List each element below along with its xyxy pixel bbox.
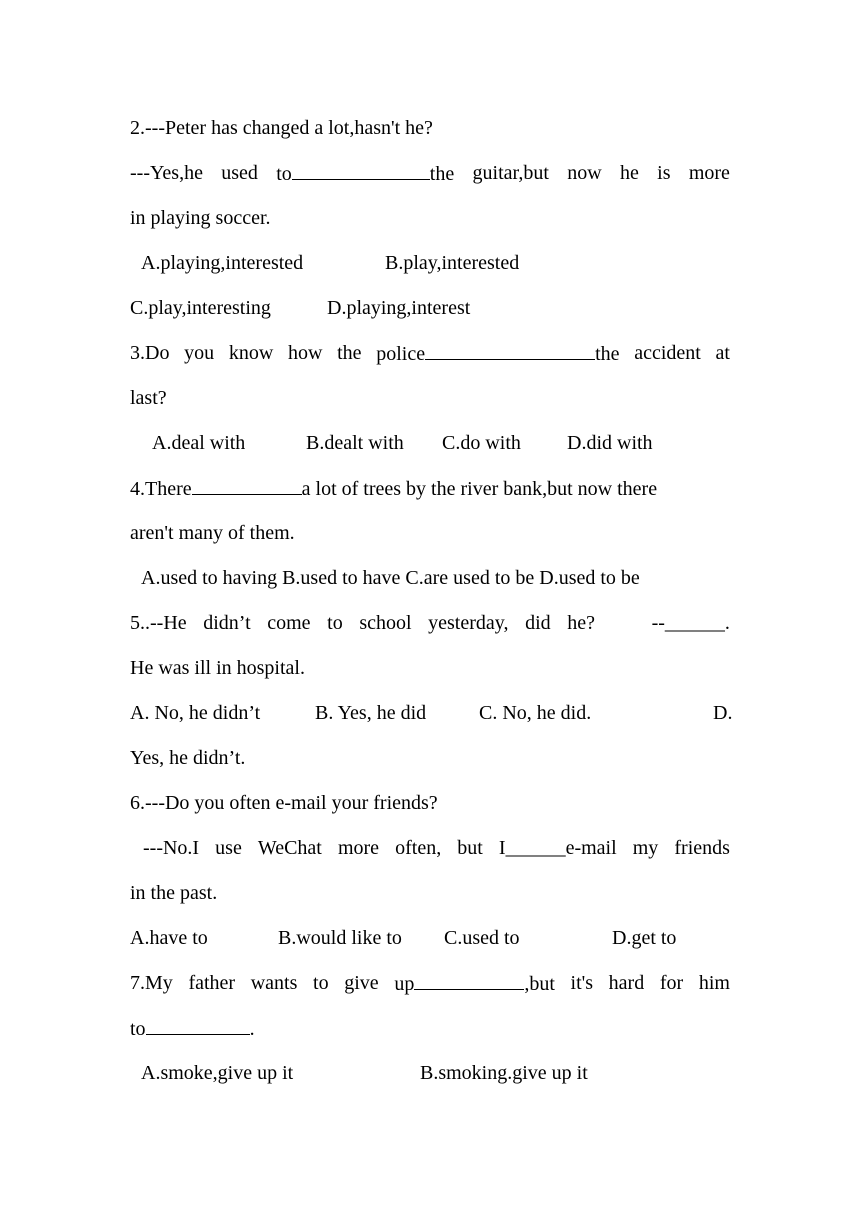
word: the [337, 342, 362, 364]
q5-option-c: C. No, he did. [479, 702, 592, 724]
word: used [221, 162, 258, 184]
word: hard [608, 972, 645, 994]
word: I______e-mail [498, 837, 617, 859]
answer-blank [292, 161, 430, 180]
q6-option-c: C.used to [444, 927, 520, 949]
word: he [619, 162, 639, 184]
word: at [715, 342, 730, 364]
q5-line1 [130, 611, 730, 635]
word: give [344, 972, 379, 994]
q3-option-b: B.dealt with [306, 432, 404, 454]
q3-option-d: D.did with [567, 432, 653, 454]
word: . [249, 1018, 255, 1040]
word: accident [634, 342, 701, 364]
word: ,but [524, 973, 555, 995]
q6-option-b: B.would like to [278, 927, 402, 949]
word: you [184, 342, 215, 364]
word: to [327, 612, 343, 634]
q3-option-a: A.deal with [152, 432, 246, 454]
q4-line1 [130, 476, 730, 501]
word: wants [250, 972, 298, 994]
q6-stem: 6.---Do you often e-mail your friends? [130, 792, 438, 814]
word: is [657, 162, 671, 184]
word: guitar,but [472, 162, 549, 184]
q7-option-a: A.smoke,give up it [141, 1062, 294, 1084]
word: he? [567, 612, 595, 634]
q7-line1 [130, 971, 730, 996]
answer-blank [414, 971, 524, 990]
word-with-blank [376, 341, 619, 366]
word: more [337, 837, 380, 859]
word: to [130, 1018, 146, 1040]
word: ---Yes,he [130, 162, 203, 184]
word: more [688, 162, 730, 184]
word: the [595, 343, 620, 365]
q2-option-b: B.play,interested [385, 252, 520, 274]
q5-line4: Yes, he didn’t. [130, 747, 246, 769]
word: WeChat [257, 837, 322, 859]
q2-line2: in playing soccer. [130, 207, 271, 229]
word: 7.My [130, 972, 173, 994]
answer-blank [146, 1016, 250, 1035]
q5-option-d: D. [713, 702, 733, 724]
word: to [313, 972, 329, 994]
q2-stem: 2.---Peter has changed a lot,hasn't he? [130, 117, 433, 139]
word: the [429, 163, 455, 185]
word: to [276, 163, 292, 185]
word: up [394, 973, 415, 995]
word: my [632, 837, 659, 859]
word: friends [674, 837, 730, 859]
word-with-blank [276, 161, 454, 186]
q7-line2 [130, 1016, 730, 1041]
word: it's [570, 972, 594, 994]
word: 5..--He [130, 612, 187, 634]
q2-option-a: A.playing,interested [141, 252, 304, 274]
answer-blank [192, 476, 302, 495]
word: didn’t [203, 612, 251, 634]
q3-option-c: C.do with [442, 432, 521, 454]
q2-option-d: D.playing,interest [327, 297, 471, 319]
q3-line2: last? [130, 387, 167, 409]
word: often, [395, 837, 442, 859]
word: him [698, 972, 730, 994]
word: how [287, 342, 323, 364]
q6-line1 [143, 836, 730, 860]
word-with-blank [394, 971, 555, 996]
word: come [267, 612, 311, 634]
word: a lot of trees by the river bank,but now there [301, 478, 658, 500]
word: school [359, 612, 412, 634]
q5-option-b: B. Yes, he did [315, 702, 427, 724]
word: use [215, 837, 242, 859]
word: 3.Do [130, 342, 170, 364]
q5-option-a: A. No, he didn’t [130, 702, 261, 724]
word: yesterday, [428, 612, 509, 634]
q6-option-d: D.get to [612, 927, 677, 949]
q2-option-c: C.play,interesting [130, 297, 271, 319]
word: but [457, 837, 483, 859]
q5-line2: He was ill in hospital. [130, 657, 305, 679]
word: police [376, 343, 426, 365]
word: for [659, 972, 684, 994]
q6-line2: in the past. [130, 882, 218, 904]
q4-line2: aren't many of them. [130, 522, 295, 544]
q2-line1 [130, 161, 730, 186]
q6-option-a: A.have to [130, 927, 208, 949]
word: 4.There [130, 478, 192, 500]
q7-option-b: B.smoking.give up it [420, 1062, 588, 1084]
word: know [228, 342, 274, 364]
q4-options: A.used to having B.used to have C.are used to be D.used to be [141, 567, 640, 589]
answer-blank [425, 341, 595, 360]
word: now [567, 162, 602, 184]
word: did [525, 612, 551, 634]
word: --______. [651, 612, 730, 634]
word: ---No.I [143, 837, 200, 859]
word: father [188, 972, 236, 994]
q3-line1 [130, 341, 730, 366]
